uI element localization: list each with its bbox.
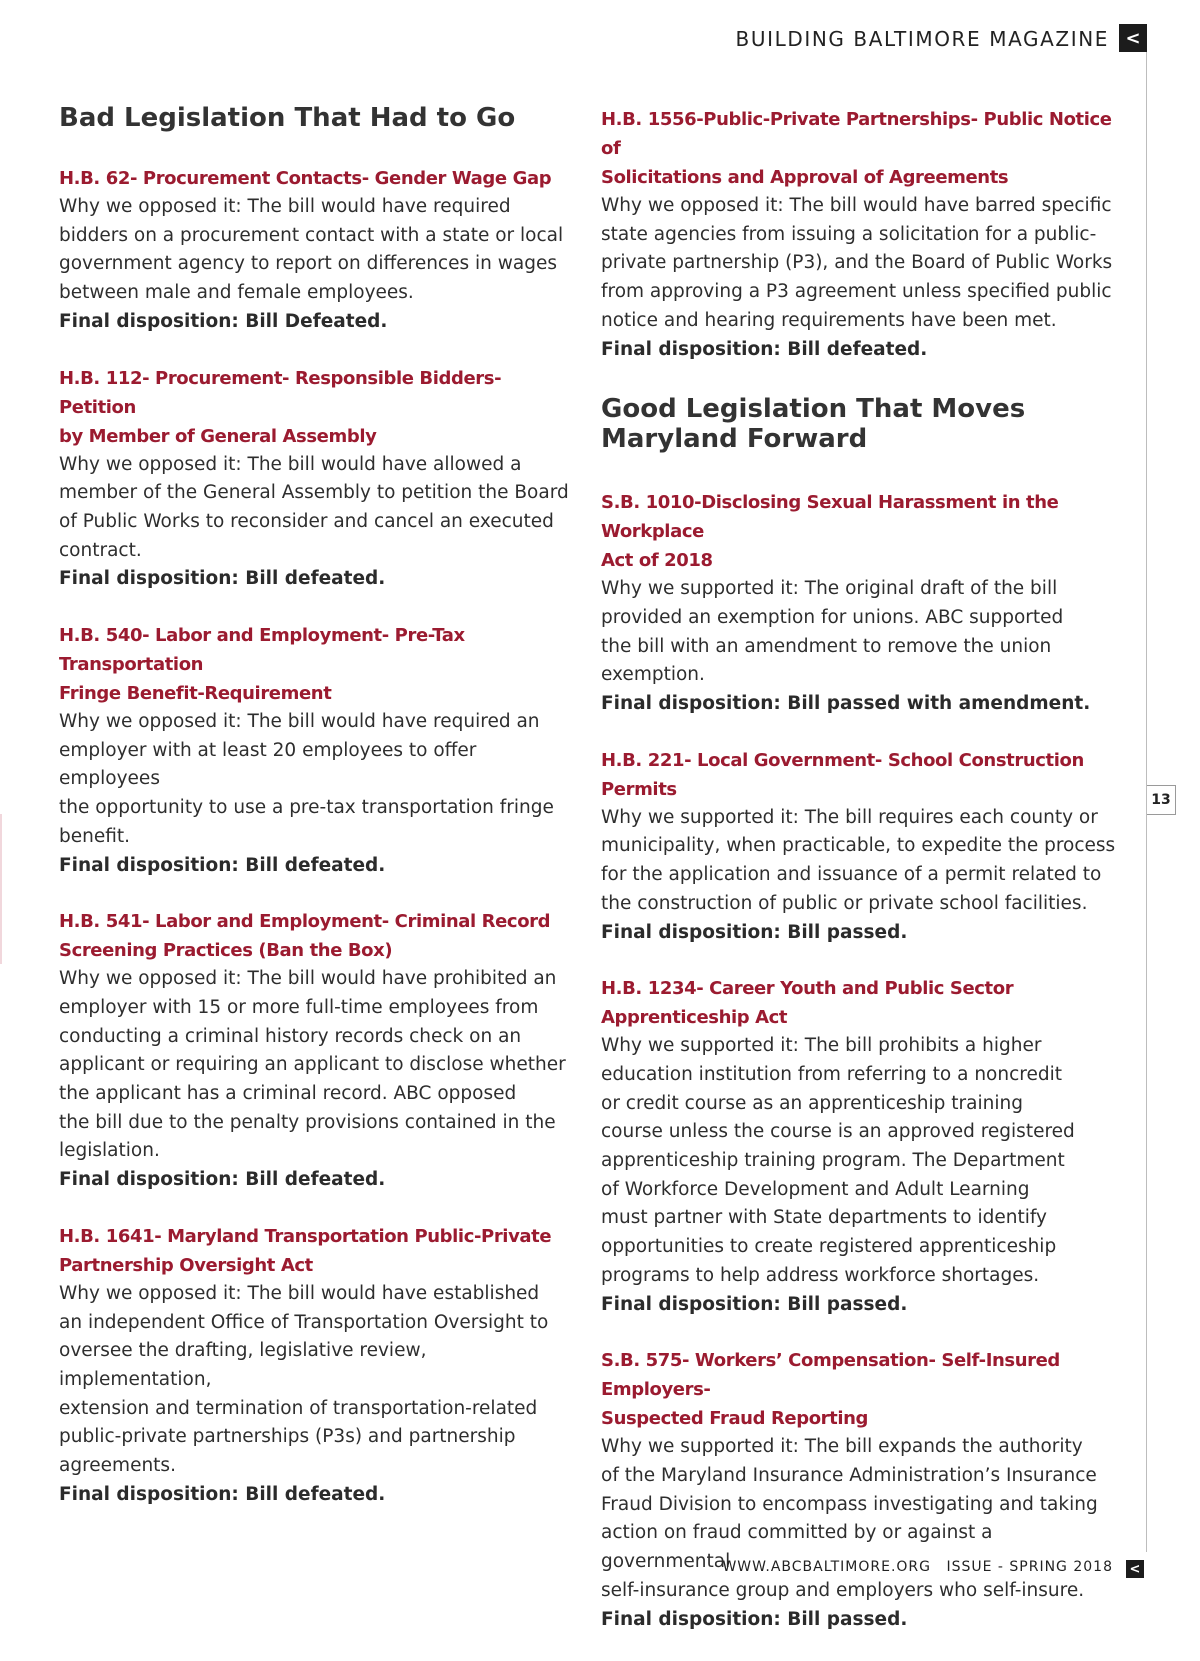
title-line: H.B. 221- Local Government- School Construction Permits xyxy=(601,749,1084,800)
bill-description xyxy=(601,1433,1121,1605)
text-line: private partnership (P3), and the Board of Public Works xyxy=(601,252,1113,274)
bill-description xyxy=(59,1280,579,1481)
section-heading-bad-legislation: Bad Legislation That Had to Go xyxy=(59,103,516,133)
text-line: self-insurance group and employers who self-insure. xyxy=(601,1579,1085,1601)
title-line: H.B. 1641- Maryland Transportation Public-Private xyxy=(59,1225,552,1247)
bill-hb541 xyxy=(59,907,579,1195)
bill-hb1556 xyxy=(601,105,1121,364)
title-line: H.B. 1234- Career Youth and Public Sector xyxy=(601,978,1014,1000)
text-line: Why we supported it: The bill prohibits a higher xyxy=(601,1035,1042,1057)
title-line: H.B. 540- Labor and Employment- Pre-Tax Transportation xyxy=(59,625,465,676)
text-line: employer with at least 20 employees to offer employees xyxy=(59,739,477,790)
text-line: bidders on a procurement contact with a state or local xyxy=(59,224,564,246)
text-line: extension and termination of transportation-related xyxy=(59,1397,538,1419)
title-line: Partnership Oversight Act xyxy=(59,1254,313,1276)
bill-description xyxy=(601,804,1121,919)
bill-title xyxy=(601,488,1121,575)
bill-title xyxy=(601,1346,1121,1433)
left-column xyxy=(59,103,579,1537)
bill-hb1234 xyxy=(601,974,1121,1319)
final-disposition: Final disposition: Bill defeated. xyxy=(59,1169,386,1191)
bill-title xyxy=(601,105,1121,192)
text-line: oversee the drafting, legislative review, implementation, xyxy=(59,1340,427,1390)
text-line: conducting a criminal history records check on an xyxy=(59,1025,522,1047)
text-line: of Workforce Development and Adult Learning xyxy=(601,1178,1030,1200)
title-line: Solicitations and Approval of Agreements xyxy=(601,167,1009,188)
final-disposition: Final disposition: Bill defeated. xyxy=(59,1483,386,1505)
chevron-left-icon: < xyxy=(1125,27,1141,49)
title-line: Screening Practices (Ban the Box) xyxy=(59,940,393,962)
text-line: an independent Office of Transportation Oversight to xyxy=(59,1311,549,1333)
text-line: the bill with an amendment to remove the union xyxy=(601,635,1052,657)
bill-description xyxy=(601,575,1121,690)
text-line: contract. xyxy=(59,539,142,561)
bill-description xyxy=(59,451,579,566)
bill-hb221 xyxy=(601,746,1121,948)
bill-description xyxy=(59,193,579,308)
text-line: of Public Works to reconsider and cancel an executed xyxy=(59,510,554,532)
text-line: opportunities to create registered apprenticeship xyxy=(601,1236,1057,1258)
text-line: agreements. xyxy=(59,1455,176,1477)
heading-line: Good Legislation That Moves xyxy=(601,394,1026,425)
text-line: the bill due to the penalty provisions contained in the xyxy=(59,1111,556,1133)
text-line: for the application and issuance of a permit related to xyxy=(601,864,1102,886)
text-line: must partner with State departments to identify xyxy=(601,1207,1047,1229)
bill-hb112 xyxy=(59,364,579,595)
footer-website[interactable]: WWW.ABCBALTIMORE.ORG xyxy=(722,1559,931,1575)
bill-description xyxy=(601,192,1121,336)
text-line: action on fraud committed by or against a governmental xyxy=(601,1522,993,1573)
bill-hb540 xyxy=(59,621,579,880)
bill-title xyxy=(601,974,1121,1032)
text-line: Why we opposed it: The bill would have required xyxy=(59,196,511,217)
section-heading-good-legislation xyxy=(601,394,1121,454)
bill-title: H.B. 62- Procurement Contacts- Gender Wage Gap xyxy=(59,168,552,189)
magazine-title: BUILDING BALTIMORE MAGAZINE xyxy=(735,27,1109,51)
text-line: notice and hearing requirements have been met. xyxy=(601,309,1057,331)
text-line: legislation. xyxy=(59,1140,160,1162)
bill-title xyxy=(59,364,579,451)
title-line: H.B. 1556-Public-Private Partnerships- Public Notice of xyxy=(601,109,1112,159)
bill-hb62 xyxy=(59,164,579,337)
text-line: Why we opposed it: The bill would have established xyxy=(59,1282,540,1304)
title-line: Fringe Benefit-Requirement xyxy=(59,683,332,705)
text-line: state agencies from issuing a solicitation for a public- xyxy=(601,223,1097,245)
text-line: Why we opposed it: The bill would have barred specific xyxy=(601,195,1112,216)
text-line: education institution from referring to a noncredit xyxy=(601,1063,1062,1085)
text-line: applicant or requiring an applicant to disclose whether xyxy=(59,1054,566,1076)
text-line: Why we supported it: The original draft of the bill xyxy=(601,578,1058,600)
text-line: Fraud Division to encompass investigating and taking xyxy=(601,1493,1098,1515)
title-line: Suspected Fraud Reporting xyxy=(601,1408,869,1430)
text-line: employer with 15 or more full-time employees from xyxy=(59,996,539,1018)
title-line: S.B. 1010-Disclosing Sexual Harassment in the Workplace xyxy=(601,492,1059,543)
page-number: 13 xyxy=(1147,785,1176,815)
final-disposition: Final disposition: Bill defeated. xyxy=(59,854,386,876)
text-line: member of the General Assembly to petition the Board xyxy=(59,482,569,504)
text-line: benefit. xyxy=(59,825,131,847)
final-disposition: Final disposition: Bill passed. xyxy=(601,1608,908,1630)
bill-title xyxy=(601,746,1121,804)
text-line: exemption. xyxy=(601,664,705,686)
footer-back-button[interactable] xyxy=(1126,1560,1144,1578)
footer-issue: ISSUE - SPRING 2018 xyxy=(946,1559,1113,1575)
final-disposition: Final disposition: Bill passed. xyxy=(601,921,908,943)
final-disposition: Final disposition: Bill defeated. xyxy=(601,338,928,360)
bill-title xyxy=(59,1222,579,1280)
bill-hb1641 xyxy=(59,1222,579,1510)
title-line: H.B. 112- Procurement- Responsible Bidders- Petition xyxy=(59,367,502,418)
text-line: municipality, when practicable, to expedite the process xyxy=(601,835,1116,857)
bill-title xyxy=(59,621,579,708)
text-line: provided an exemption for unions. ABC supported xyxy=(601,606,1064,628)
text-line: course unless the course is an approved registered xyxy=(601,1121,1075,1143)
text-line: Why we supported it: The bill requires each county or xyxy=(601,806,1098,828)
right-column xyxy=(601,105,1121,1661)
bill-description xyxy=(59,708,579,852)
text-line: Why we opposed it: The bill would have required an xyxy=(59,711,540,733)
text-line: the applicant has a criminal record. ABC opposed xyxy=(59,1083,517,1105)
back-button[interactable] xyxy=(1119,24,1147,52)
title-line: S.B. 575- Workers’ Compensation- Self-Insured Employers- xyxy=(601,1350,1060,1401)
text-line: Why we opposed it: The bill would have prohibited an xyxy=(59,968,557,990)
text-line: the opportunity to use a pre-tax transportation fringe xyxy=(59,797,554,819)
text-line: the construction of public or private school facilities. xyxy=(601,892,1088,914)
text-line: from approving a P3 agreement unless specified public xyxy=(601,281,1112,303)
bill-sb1010 xyxy=(601,488,1121,719)
left-edge-accent xyxy=(0,814,2,964)
text-line: of the Maryland Insurance Administration’s Insurance xyxy=(601,1464,1097,1486)
text-line: programs to help address workforce shortages. xyxy=(601,1264,1040,1286)
final-disposition: Final disposition: Bill passed with amendment. xyxy=(601,693,1091,715)
bill-sb575 xyxy=(601,1346,1121,1634)
heading-line: Maryland Forward xyxy=(601,424,868,455)
bill-title xyxy=(59,907,579,965)
final-disposition: Final disposition: Bill defeated. xyxy=(59,568,386,590)
final-disposition: Final disposition: Bill Defeated. xyxy=(59,310,388,332)
chevron-left-icon: < xyxy=(1129,1561,1141,1577)
text-line: apprenticeship training program. The Department xyxy=(601,1150,1065,1172)
text-line: or credit course as an apprenticeship training xyxy=(601,1092,1023,1114)
text-line: Why we opposed it: The bill would have allowed a xyxy=(59,453,522,475)
title-line: H.B. 541- Labor and Employment- Criminal Record xyxy=(59,911,551,933)
title-line: Apprenticeship Act xyxy=(601,1007,788,1029)
title-line: Act of 2018 xyxy=(601,550,713,572)
text-line: public-private partnerships (P3s) and partnership xyxy=(59,1426,516,1448)
text-line: Why we supported it: The bill expands the authority xyxy=(601,1436,1083,1458)
title-line: by Member of General Assembly xyxy=(59,425,377,447)
text-line: between male and female employees. xyxy=(59,282,414,304)
text-line: government agency to report on differences in wages xyxy=(59,253,557,275)
page-footer xyxy=(712,1559,1113,1575)
bill-description xyxy=(601,1032,1121,1290)
bill-description xyxy=(59,965,579,1166)
final-disposition: Final disposition: Bill passed. xyxy=(601,1293,908,1315)
